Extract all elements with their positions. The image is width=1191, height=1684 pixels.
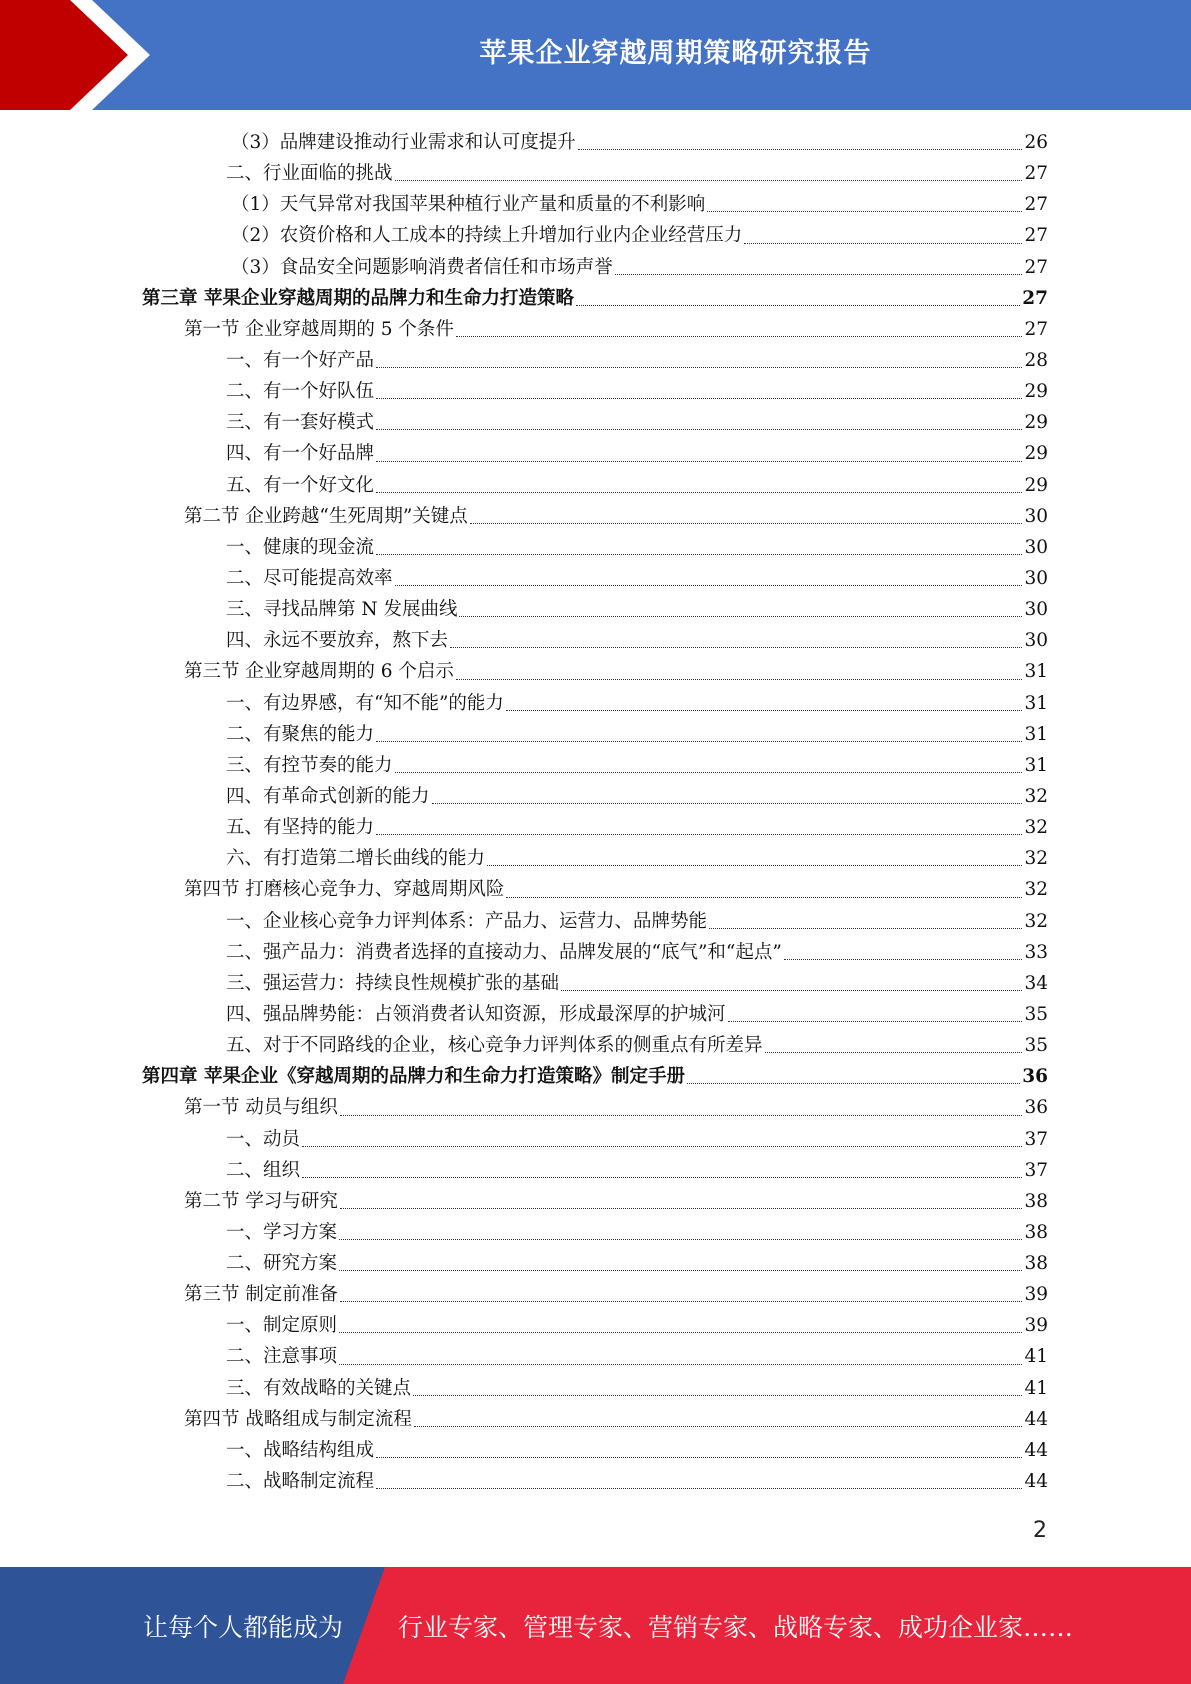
toc-entry-page: 41: [1024, 1377, 1048, 1399]
toc-entry-title: 第四节 打磨核心竞争力、穿越周期风险: [184, 879, 505, 901]
toc-entry-title: 一、战略结构组成: [226, 1439, 375, 1461]
toc-entry-title: 第四节 战略组成与制定流程: [184, 1408, 412, 1430]
toc-entry-page: 44: [1024, 1439, 1048, 1461]
toc-entry-title: 六、有打造第二增长曲线的能力: [226, 848, 486, 870]
toc-dot-leader: [302, 1177, 1022, 1178]
toc-dot-leader: [432, 803, 1023, 804]
toc-dot-leader: [561, 990, 1022, 991]
toc-dot-leader: [395, 585, 1023, 586]
toc-entry-page: 30: [1024, 567, 1048, 589]
toc-entry-title: 二、研究方案: [226, 1253, 338, 1275]
toc-entry-title: 四、有一个好品牌: [226, 443, 375, 465]
toc-entry-title: 第四章 苹果企业《穿越周期的品牌力和生命力打造策略》制定手册: [142, 1066, 685, 1088]
toc-entry-page: 32: [1024, 879, 1048, 901]
toc-dot-leader: [376, 1457, 1022, 1458]
toc-entry-title: 四、有革命式创新的能力: [226, 785, 430, 807]
toc-dot-leader: [376, 461, 1022, 462]
toc-item-entry[interactable]: [142, 1373, 1048, 1404]
toc-item-entry[interactable]: [142, 1217, 1048, 1248]
toc-entry-title: 二、组织: [226, 1159, 301, 1181]
toc-entry-page: 39: [1024, 1315, 1048, 1337]
toc-dot-leader: [376, 492, 1022, 493]
toc-entry-title: 五、有坚持的能力: [226, 817, 375, 839]
toc-entry-page: 32: [1024, 817, 1048, 839]
toc-item-entry[interactable]: [142, 345, 1048, 376]
toc-entry-title: 第三节 制定前准备: [184, 1284, 338, 1306]
toc-item-entry[interactable]: [142, 470, 1048, 501]
toc-entry-page: 32: [1024, 785, 1048, 807]
toc-section-entry[interactable]: [142, 1186, 1048, 1217]
toc-dot-leader: [376, 1488, 1022, 1489]
toc-item-entry[interactable]: [142, 812, 1048, 843]
toc-item-entry[interactable]: [142, 1466, 1048, 1497]
table-of-contents: [142, 127, 1048, 1497]
page-footer: [0, 1567, 1191, 1684]
toc-entry-title: 一、动员: [226, 1128, 301, 1150]
toc-entry-page: 29: [1024, 474, 1048, 496]
toc-entry-page: 27: [1024, 318, 1048, 340]
toc-item-entry[interactable]: [142, 1435, 1048, 1466]
toc-dot-leader: [456, 679, 1023, 680]
toc-item-entry[interactable]: [142, 1124, 1048, 1155]
toc-item-entry[interactable]: [142, 220, 1048, 251]
toc-dot-leader: [339, 1239, 1022, 1240]
toc-item-entry[interactable]: [142, 127, 1048, 158]
toc-entry-title: 三、有一套好模式: [226, 412, 375, 434]
toc-entry-page: 26: [1024, 132, 1048, 153]
toc-entry-title: 一、制定原则: [226, 1315, 338, 1337]
toc-dot-leader: [456, 336, 1023, 337]
toc-dot-leader: [339, 1364, 1022, 1365]
toc-entry-page: 39: [1024, 1284, 1048, 1306]
toc-entry-title: 一、有边界感，有“知不能”的能力: [226, 692, 504, 714]
toc-entry-title: 五、有一个好文化: [226, 474, 375, 496]
toc-dot-leader: [615, 274, 1023, 275]
toc-chapter-entry[interactable]: [142, 283, 1048, 314]
toc-entry-page: 29: [1024, 412, 1048, 434]
toc-section-entry[interactable]: [142, 1404, 1048, 1435]
toc-dot-leader: [376, 834, 1022, 835]
toc-item-entry[interactable]: [142, 158, 1048, 189]
toc-entry-title: 一、学习方案: [226, 1221, 338, 1243]
toc-entry-title: 二、行业面临的挑战: [226, 163, 393, 185]
toc-item-entry[interactable]: [142, 532, 1048, 563]
toc-section-entry[interactable]: [142, 501, 1048, 532]
toc-dot-leader: [707, 211, 1022, 212]
toc-item-entry[interactable]: [142, 1030, 1048, 1061]
toc-item-entry[interactable]: [142, 252, 1048, 283]
toc-entry-title: 三、有控节奏的能力: [226, 754, 393, 776]
toc-entry-title: （2）农资价格和人工成本的持续上升增加行业内企业经营压力: [231, 225, 743, 247]
toc-entry-page: 31: [1024, 723, 1048, 745]
toc-item-entry[interactable]: [142, 407, 1048, 438]
toc-dot-leader: [576, 305, 1020, 306]
report-title: 苹果企业穿越周期策略研究报告: [479, 37, 872, 69]
toc-section-entry[interactable]: [142, 1092, 1048, 1123]
toc-dot-leader: [744, 243, 1022, 244]
toc-item-entry[interactable]: [142, 719, 1048, 750]
toc-entry-title: 第一节 企业穿越周期的 5 个条件: [184, 318, 454, 340]
toc-item-entry[interactable]: [142, 781, 1048, 812]
toc-entry-page: 31: [1024, 692, 1048, 714]
toc-dot-leader: [506, 710, 1023, 711]
toc-dot-leader: [784, 959, 1023, 960]
toc-section-entry[interactable]: [142, 1279, 1048, 1310]
toc-dot-leader: [340, 1115, 1023, 1116]
footer-roles: 行业专家、管理专家、营销专家、战略专家、成功企业家……: [398, 1612, 1074, 1642]
toc-item-entry[interactable]: [142, 1341, 1048, 1372]
toc-item-entry[interactable]: [142, 999, 1048, 1030]
toc-dot-leader: [395, 772, 1023, 773]
toc-entry-page: 31: [1024, 754, 1048, 776]
toc-section-entry[interactable]: [142, 656, 1048, 687]
toc-section-entry[interactable]: [142, 314, 1048, 345]
toc-dot-leader: [302, 1146, 1022, 1147]
toc-entry-page: 44: [1024, 1408, 1048, 1430]
toc-dot-leader: [395, 180, 1023, 181]
toc-entry-page: 29: [1024, 381, 1048, 403]
toc-entry-title: 三、强运营力：持续良性规模扩张的基础: [226, 972, 560, 994]
toc-entry-page: 32: [1024, 848, 1048, 870]
page-header: [0, 0, 1191, 110]
toc-entry-page: 32: [1024, 910, 1048, 932]
toc-entry-page: 27: [1024, 256, 1048, 278]
toc-entry-page: 35: [1024, 1035, 1048, 1057]
toc-entry-page: 35: [1024, 1003, 1048, 1025]
toc-dot-leader: [340, 1208, 1023, 1209]
toc-item-entry[interactable]: [142, 968, 1048, 999]
toc-entry-title: 二、强产品力：消费者选择的直接动力、品牌发展的“底气”和“起点”: [226, 941, 782, 963]
toc-chapter-entry[interactable]: [142, 1061, 1048, 1092]
toc-entry-page: 38: [1024, 1190, 1048, 1212]
toc-entry-title: （3）品牌建设推动行业需求和认可度提升: [231, 132, 576, 153]
toc-item-entry[interactable]: [142, 438, 1048, 469]
toc-entry-page: 36: [1024, 1097, 1048, 1119]
toc-entry-page: 30: [1024, 630, 1048, 652]
toc-entry-title: 二、注意事项: [226, 1346, 338, 1368]
toc-item-entry[interactable]: [142, 376, 1048, 407]
toc-dot-leader: [728, 1021, 1023, 1022]
toc-dot-leader: [459, 616, 1022, 617]
toc-item-entry[interactable]: [142, 594, 1048, 625]
toc-dot-leader: [340, 1301, 1023, 1302]
toc-entry-title: 第二节 学习与研究: [184, 1190, 338, 1212]
toc-entry-title: 一、有一个好产品: [226, 349, 375, 371]
toc-entry-page: 27: [1024, 163, 1048, 185]
page-number: 2: [1033, 1518, 1047, 1543]
toc-entry-title: 二、尽可能提高效率: [226, 567, 393, 589]
toc-item-entry[interactable]: [142, 937, 1048, 968]
toc-entry-title: 三、寻找品牌第 N 发展曲线: [226, 599, 458, 621]
toc-item-entry[interactable]: [142, 1155, 1048, 1186]
toc-dot-leader: [709, 928, 1022, 929]
toc-entry-title: 一、企业核心竞争力评判体系：产品力、运营力、品牌势能: [226, 910, 708, 932]
toc-entry-title: 第一节 动员与组织: [184, 1097, 338, 1119]
toc-dot-leader: [506, 897, 1022, 898]
toc-dot-leader: [376, 398, 1022, 399]
toc-item-entry[interactable]: [142, 750, 1048, 781]
toc-entry-title: 三、有效战略的关键点: [226, 1377, 412, 1399]
toc-dot-leader: [470, 523, 1023, 524]
toc-entry-page: 30: [1024, 536, 1048, 558]
toc-item-entry[interactable]: [142, 1310, 1048, 1341]
toc-item-entry[interactable]: [142, 563, 1048, 594]
toc-entry-page: 33: [1024, 941, 1048, 963]
toc-entry-page: 28: [1024, 349, 1048, 371]
toc-dot-leader: [687, 1083, 1020, 1084]
toc-entry-page: 30: [1024, 599, 1048, 621]
toc-item-entry[interactable]: [142, 906, 1048, 937]
toc-entry-title: 五、对于不同路线的企业，核心竞争力评判体系的侧重点有所差异: [226, 1035, 763, 1057]
toc-entry-title: 四、永远不要放弃，熬下去: [226, 630, 449, 652]
toc-entry-title: 第三章 苹果企业穿越周期的品牌力和生命力打造策略: [142, 287, 574, 309]
toc-entry-page: 37: [1024, 1159, 1048, 1181]
toc-entry-title: 二、有一个好队伍: [226, 381, 375, 403]
toc-entry-title: 第三节 企业穿越周期的 6 个启示: [184, 661, 454, 683]
toc-entry-page: 29: [1024, 443, 1048, 465]
toc-item-entry[interactable]: [142, 843, 1048, 874]
toc-entry-page: 41: [1024, 1346, 1048, 1368]
toc-entry-title: 四、强品牌势能：占领消费者认知资源，形成最深厚的护城河: [226, 1003, 726, 1025]
toc-entry-page: 36: [1022, 1066, 1048, 1088]
toc-entry-title: 一、健康的现金流: [226, 536, 375, 558]
toc-entry-page: 27: [1024, 225, 1048, 247]
toc-entry-page: 38: [1024, 1221, 1048, 1243]
toc-dot-leader: [487, 865, 1022, 866]
toc-dot-leader: [376, 367, 1022, 368]
footer-slogan: 让每个人都能成为: [143, 1612, 344, 1642]
toc-entry-title: （1）天气异常对我国苹果种植行业产量和质量的不利影响: [231, 194, 706, 216]
toc-dot-leader: [765, 1052, 1023, 1053]
toc-dot-leader: [450, 647, 1022, 648]
toc-dot-leader: [376, 429, 1022, 430]
toc-entry-page: 31: [1024, 661, 1048, 683]
toc-entry-title: 二、战略制定流程: [226, 1471, 375, 1493]
toc-entry-page: 37: [1024, 1128, 1048, 1150]
toc-dot-leader: [414, 1426, 1023, 1427]
toc-entry-page: 34: [1024, 972, 1048, 994]
toc-item-entry[interactable]: [142, 1248, 1048, 1279]
toc-section-entry[interactable]: [142, 874, 1048, 905]
toc-dot-leader: [376, 554, 1022, 555]
toc-item-entry[interactable]: [142, 625, 1048, 656]
toc-entry-page: 44: [1024, 1471, 1048, 1493]
toc-entry-page: 27: [1022, 287, 1048, 309]
toc-dot-leader: [339, 1270, 1022, 1271]
toc-entry-title: （3）食品安全问题影响消费者信任和市场声誉: [231, 256, 613, 278]
toc-dot-leader: [413, 1395, 1022, 1396]
toc-entry-title: 二、有聚焦的能力: [226, 723, 375, 745]
toc-dot-leader: [578, 149, 1023, 150]
toc-entry-page: 38: [1024, 1253, 1048, 1275]
toc-entry-page: 27: [1024, 194, 1048, 216]
toc-item-entry[interactable]: [142, 189, 1048, 220]
toc-item-entry[interactable]: [142, 688, 1048, 719]
toc-dot-leader: [339, 1332, 1022, 1333]
header-arrow-decoration: [0, 0, 160, 110]
toc-entry-title: 第二节 企业跨越“生死周期”关键点: [184, 505, 468, 527]
toc-dot-leader: [376, 741, 1022, 742]
toc-entry-page: 30: [1024, 505, 1048, 527]
